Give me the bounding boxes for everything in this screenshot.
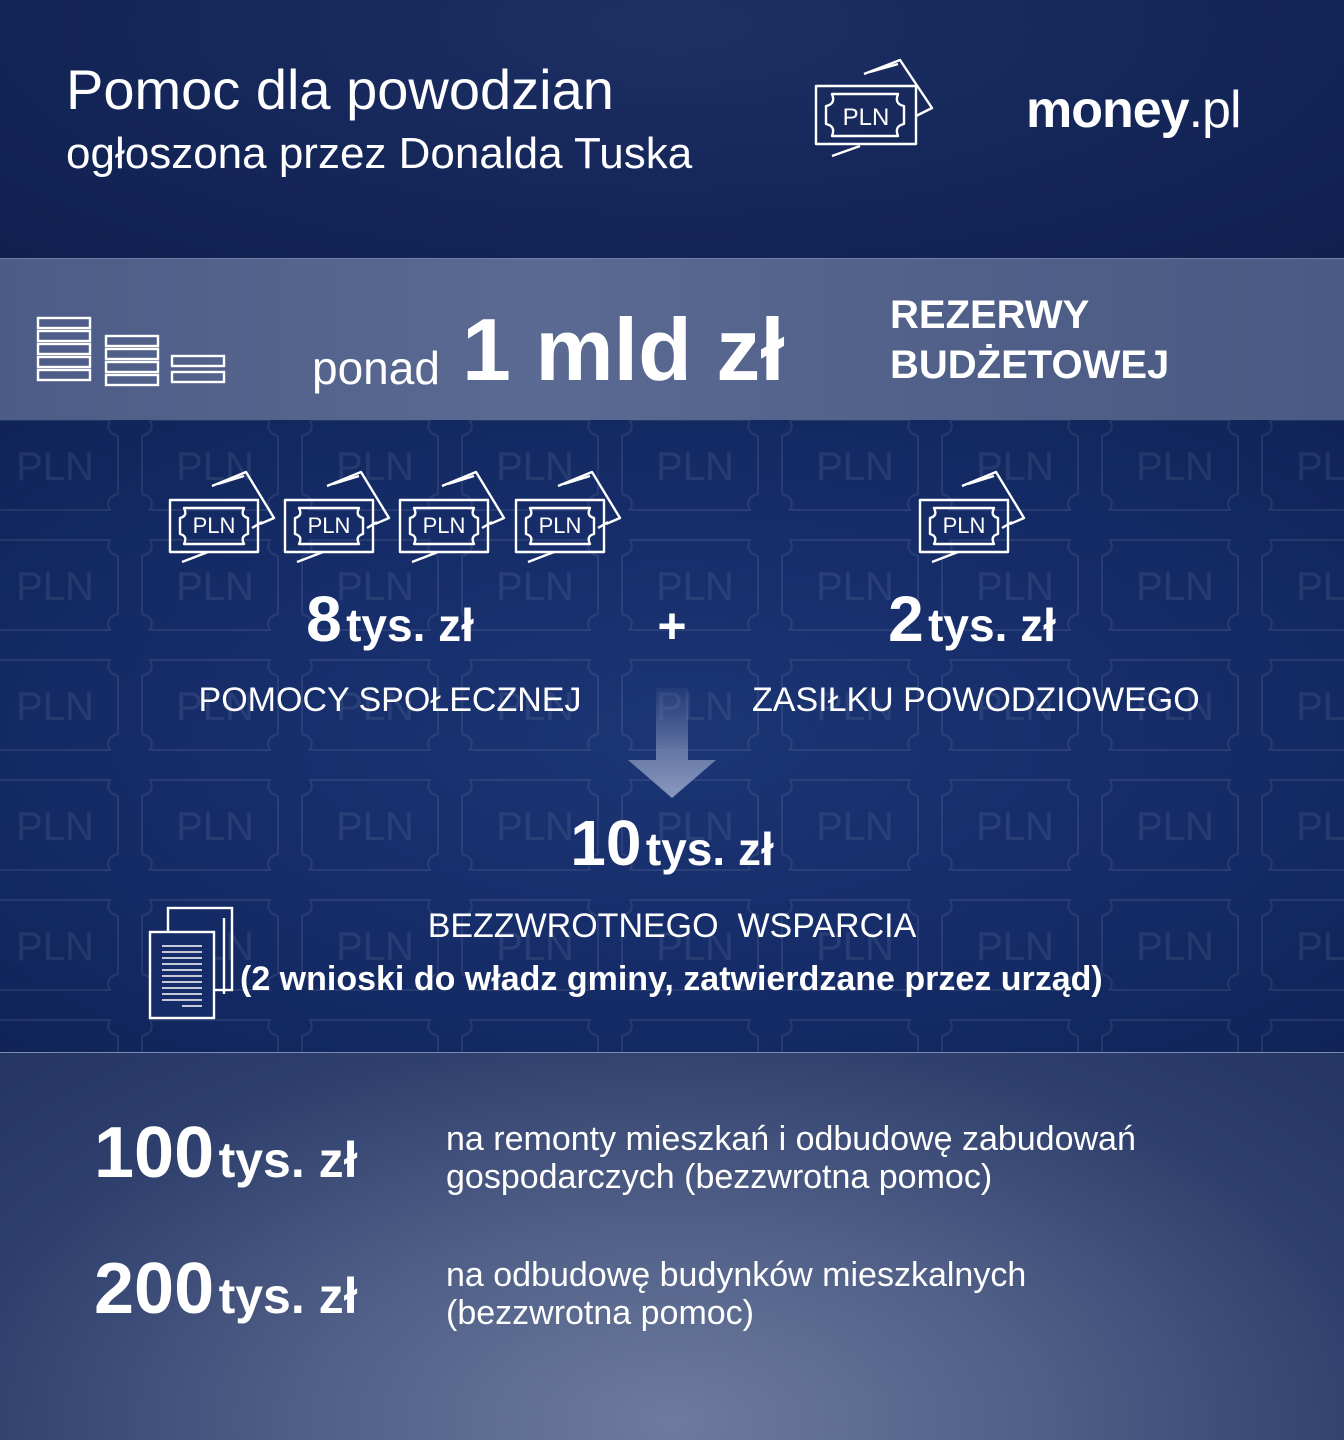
- flood-aid-unit: tys. zł: [928, 599, 1056, 651]
- grant-number: 200: [94, 1249, 215, 1329]
- grant-description-line2: gospodarczych (bezzwrotna pomoc): [446, 1158, 993, 1196]
- flood-aid-label: ZASIŁKU POWODZIOWEGO: [752, 681, 1200, 719]
- banknote-icon: [514, 470, 622, 564]
- grant-description-line1: na remonty mieszkań i odbudowę zabudowań: [446, 1120, 1136, 1158]
- plus-sign: +: [657, 598, 687, 654]
- grant-unit: tys. zł: [218, 1268, 358, 1324]
- flood-aid-amount: [772, 582, 1172, 656]
- social-aid-label: POMOCY SPOŁECZNEJ: [198, 681, 582, 719]
- budget-prefix: ponad: [312, 342, 440, 394]
- banknote-icon: [812, 58, 936, 162]
- banknote-icon: [398, 470, 506, 564]
- total-aid-amount: [472, 806, 872, 880]
- banknote-label: PLN: [842, 104, 890, 131]
- page-title: Pomoc dla powodzian: [66, 58, 614, 121]
- brand-domain: .pl: [1188, 81, 1241, 139]
- grant-amount: [94, 1112, 358, 1194]
- svg-text:PLN: PLN: [538, 513, 582, 538]
- grant-description: [446, 1256, 1246, 1332]
- budget-caption-line1: REZERWY: [890, 293, 1090, 337]
- social-aid-number: 8: [306, 583, 342, 655]
- total-aid-unit: tys. zł: [645, 823, 774, 875]
- page-subtitle: ogłoszona przez Donalda Tuska: [66, 129, 693, 178]
- grant-amount: [94, 1248, 358, 1330]
- grant-unit: tys. zł: [218, 1132, 358, 1188]
- grant-description-line2: (bezzwrotna pomoc): [446, 1294, 755, 1332]
- flood-aid-number: 2: [888, 583, 924, 655]
- coin-stacks-icon: [34, 314, 230, 390]
- banknote-icon: [283, 470, 391, 564]
- svg-text:PLN: PLN: [422, 513, 466, 538]
- svg-text:PLN: PLN: [307, 513, 351, 538]
- svg-text:PLN: PLN: [192, 513, 236, 538]
- social-aid-unit: tys. zł: [346, 599, 474, 651]
- budget-caption-line2: BUDŻETOWEJ: [890, 343, 1170, 387]
- grant-description: [446, 1120, 1246, 1196]
- documents-icon: [146, 904, 238, 1024]
- total-aid-label: BEZZWROTNEGO WSPARCIA: [427, 907, 917, 945]
- total-aid-number: 10: [570, 807, 642, 879]
- brand-logo: [1026, 78, 1241, 142]
- banknote-icon: [918, 470, 1026, 564]
- budget-amount: 1 mld zł: [462, 300, 785, 399]
- social-aid-amount: [190, 582, 590, 656]
- total-aid-detail: (2 wnioski do władz gminy, zatwierdzane przez urząd): [240, 960, 1103, 998]
- svg-text:PLN: PLN: [942, 513, 986, 538]
- budget-caption: [890, 290, 1210, 390]
- grant-number: 100: [94, 1113, 215, 1193]
- brand-name: money: [1026, 81, 1189, 139]
- arrow-down-icon: [626, 688, 718, 800]
- grants-section: [0, 1052, 1344, 1440]
- banknote-icon: [168, 470, 276, 564]
- grant-description-line1: na odbudowę budynków mieszkalnych: [446, 1256, 1027, 1294]
